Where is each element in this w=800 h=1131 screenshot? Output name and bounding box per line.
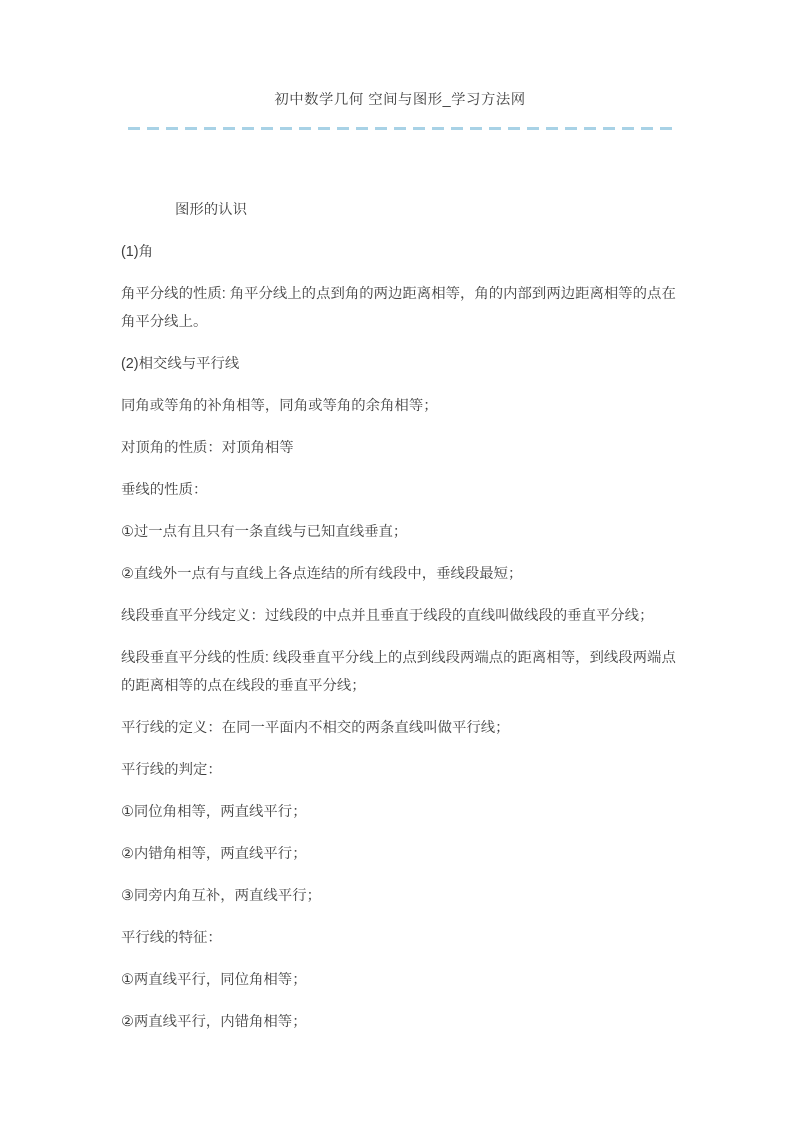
paragraph: (2)相交线与平行线 bbox=[121, 356, 240, 372]
paragraph: 垂线的性质： bbox=[121, 482, 208, 498]
paragraph: ③同旁内角互补，两直线平行； bbox=[121, 888, 321, 904]
paragraph: ①过一点有且只有一条直线与已知直线垂直； bbox=[121, 524, 408, 540]
paragraph: ②直线外一点有与直线上各点连结的所有线段中，垂线段最短； bbox=[121, 566, 523, 582]
paragraph: 角平分线的性质: 角平分线上的点到角的两边距离相等，角的内部到两边距离相等的点在角平分线上。 bbox=[121, 286, 676, 330]
paragraph: ②内错角相等，两直线平行； bbox=[121, 846, 307, 862]
paragraph: ②两直线平行，内错角相等； bbox=[121, 1014, 307, 1030]
document-body bbox=[121, 196, 683, 1036]
paragraph: ①两直线平行，同位角相等； bbox=[121, 972, 307, 988]
paragraph: 同角或等角的补角相等，同角或等角的余角相等； bbox=[121, 398, 438, 414]
paragraph: 对顶角的性质：对顶角相等 bbox=[121, 440, 294, 456]
paragraph: 平行线的判定： bbox=[121, 762, 222, 778]
paragraph: ①同位角相等，两直线平行； bbox=[121, 804, 307, 820]
section-heading: 图形的认识 bbox=[175, 202, 247, 218]
paragraph: 线段垂直平分线定义：过线段的中点并且垂直于线段的直线叫做线段的垂直平分线； bbox=[121, 608, 654, 624]
paragraph: 平行线的特征： bbox=[121, 930, 222, 946]
paragraph: 线段垂直平分线的性质: 线段垂直平分线上的点到线段两端点的距离相等，到线段两端点的距离相等的点在线段的垂直平分线； bbox=[121, 650, 676, 694]
paragraph: 平行线的定义：在同一平面内不相交的两条直线叫做平行线； bbox=[121, 720, 510, 736]
page-title: 初中数学几何 空间与图形_学习方法网 bbox=[274, 92, 526, 108]
paragraph: (1)角 bbox=[121, 244, 153, 260]
dashed-divider bbox=[128, 127, 675, 130]
